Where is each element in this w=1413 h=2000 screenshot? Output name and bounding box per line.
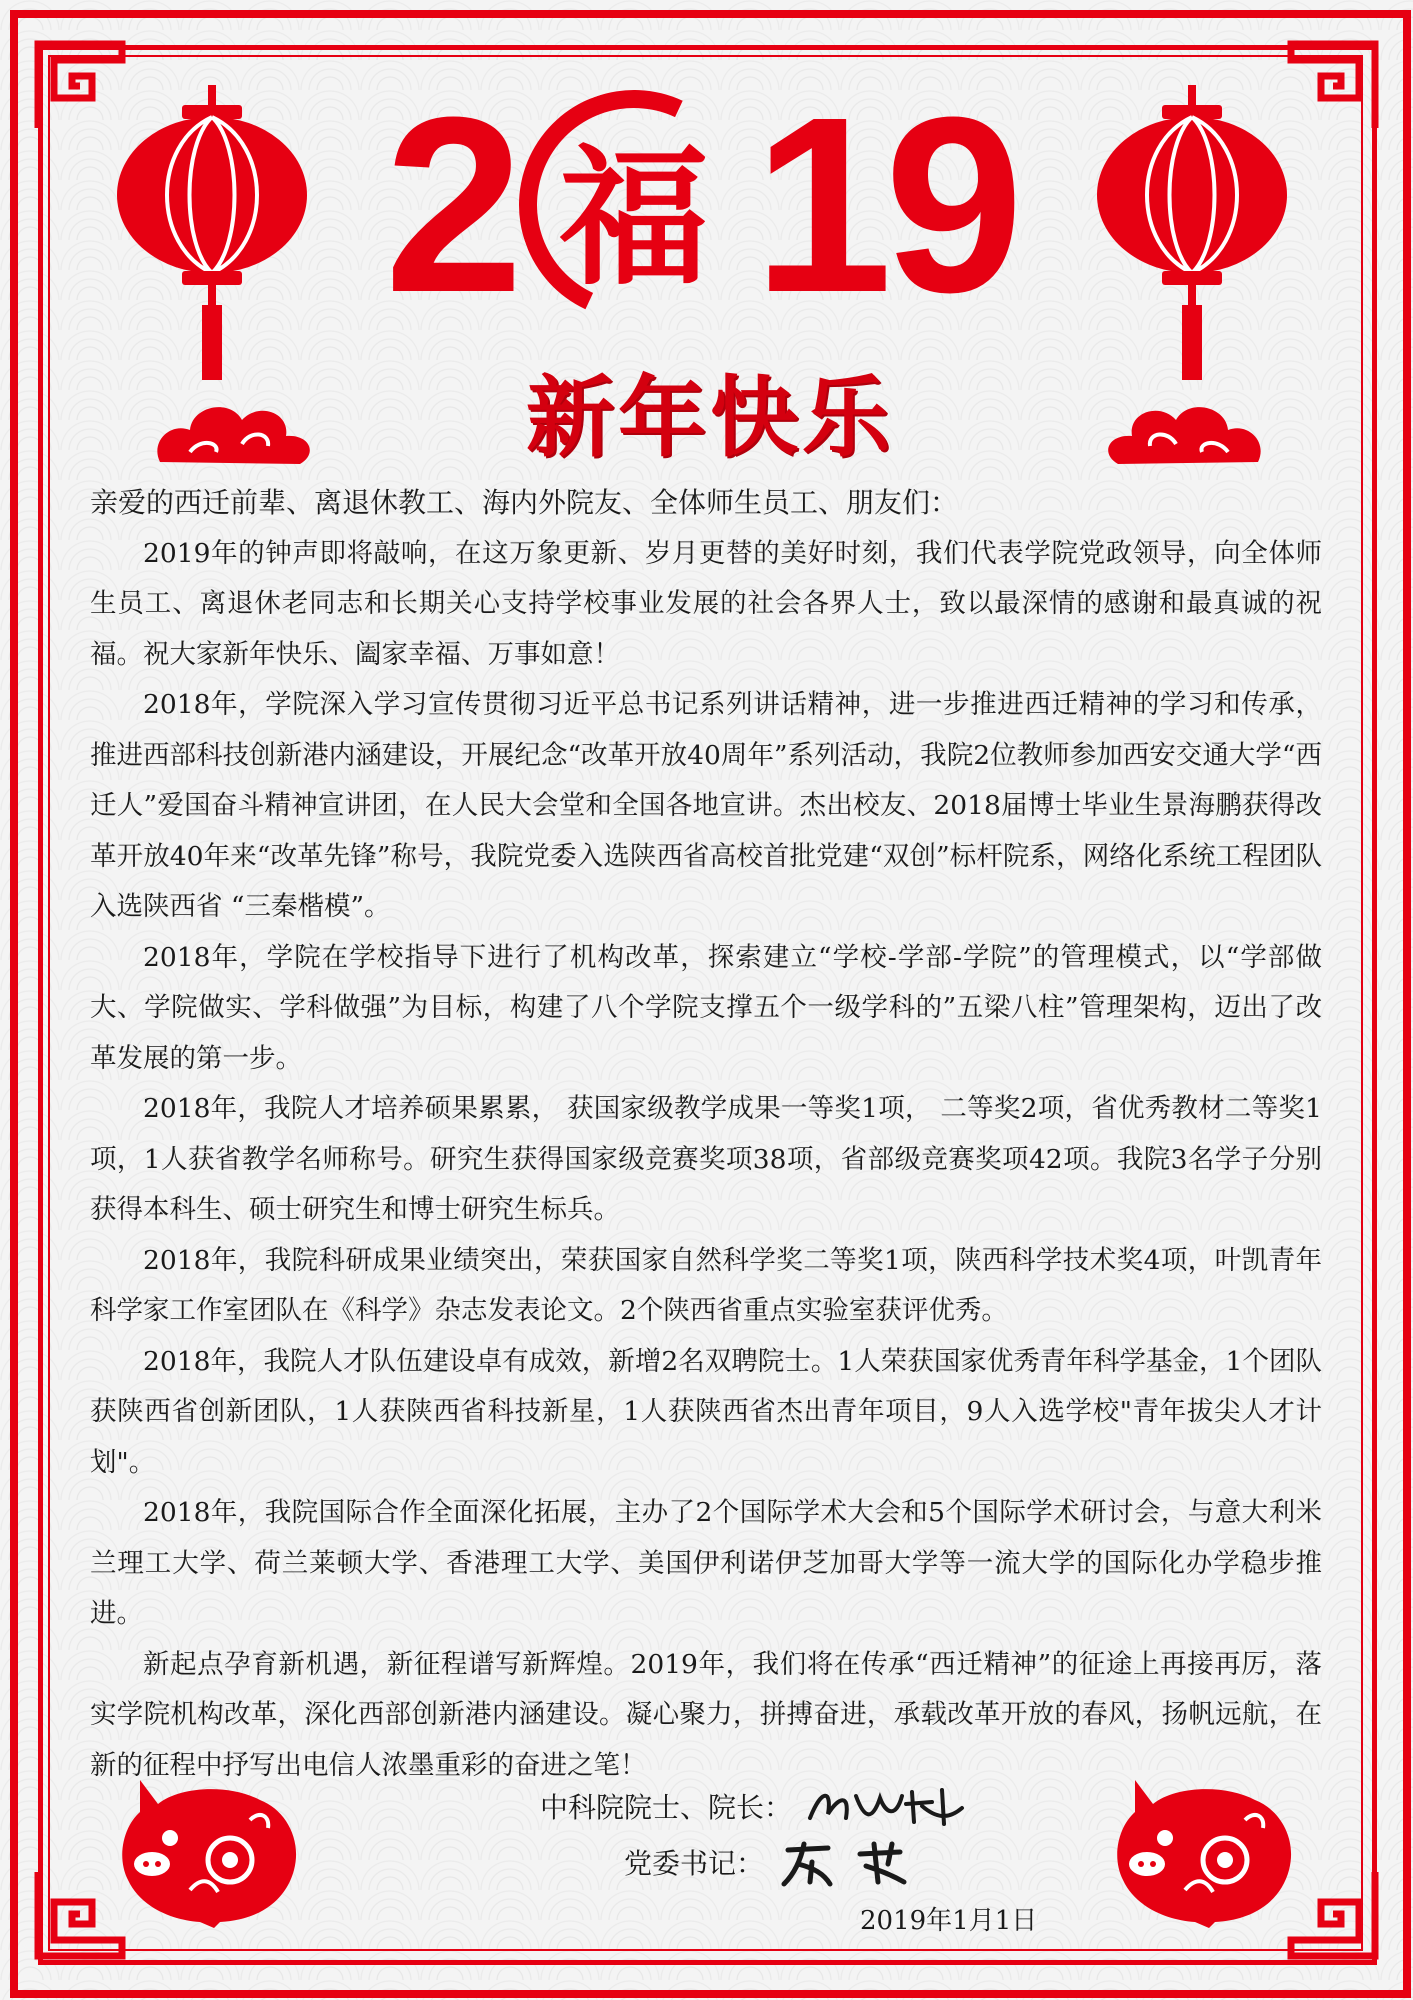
signature-block: [540, 1778, 1060, 1890]
red-lantern-icon: [112, 85, 312, 385]
president-label: 中科院院士、院长：: [540, 1791, 793, 1824]
president-handwritten-signature: [802, 1778, 982, 1834]
fret-corner-icon: [1285, 38, 1381, 134]
letter-paragraph: 2018年，学院深入学习宣传贯彻习近平总书记系列讲话精神，进一步推进西迁精神的学习和传承，推进西部科技创新港内涵建设，开展纪念“改革开放40周年”系列活动，我院2位教师参加西安交通大学“西迁人”爱国奋斗精神宣讲团，在人民大会堂和全国各地宣讲。杰出校友、2018届博士毕业生景海鹏获得改革开放40年来“改革先锋”称号，我院党委入选陕西省高校首批党建“双创”标杆院系，网络化系统工程团队入选陕西省 “三秦楷模”。: [90, 689, 1322, 922]
letter-date: 2019年1月1日: [860, 1906, 1038, 1936]
letter-paragraph: 新起点孕育新机遇，新征程谱写新辉煌。2019年，我们将在传承“西迁精神”的征途上再接再厉，落实学院机构改革，深化西部创新港内涵建设。凝心聚力，拼搏奋进，承载改革开放的春风，扬帆远航，在新的征程中抒写出电信人浓墨重彩的奋进之笔！: [90, 1648, 1322, 1781]
fu-character: 福: [559, 132, 710, 307]
letter-paragraph: 2019年的钟声即将敲响，在这万象更新、岁月更替的美好时刻，我们代表学院党政领导，向全体师生员工、离退休老同志和长期关心支持学校事业发展的社会各界人士，致以最深情的感谢和最真诚的祝福。祝大家新年快乐、阖家幸福、万事如意！: [90, 537, 1322, 670]
year-digit-right: 19: [753, 65, 1016, 344]
president-signature-row: [540, 1778, 1060, 1834]
new-year-greeting: 新年快乐: [525, 366, 894, 469]
auspicious-cloud-icon: [150, 392, 320, 472]
secretary-signature-row: [540, 1834, 1060, 1890]
secretary-handwritten-signature: [774, 1834, 954, 1890]
papercut-pig-icon: [1105, 1760, 1305, 1930]
auspicious-cloud-icon: [1098, 392, 1268, 472]
red-lantern-icon: [1092, 85, 1292, 385]
letter-paragraph: 2018年，我院科研成果业绩突出，荣获国家自然科学奖二等奖1项，陕西科学技术奖4项，叶凯青年科学家工作室团队在《科学》杂志发表论文。2个陕西省重点实验室获评优秀。: [90, 1244, 1322, 1326]
papercut-pig-icon: [110, 1760, 310, 1930]
year-digit-left: 2: [384, 65, 516, 344]
letter-paragraph: 2018年，我院人才队伍建设卓有成效，新增2名双聘院士。1人荣获国家优秀青年科学基金，1个团队获陕西省创新团队，1人获陕西省科技新星，1人获陕西省杰出青年项目，9人入选学校"青年拔尖人才计划"。: [90, 1345, 1322, 1478]
letter-body: [90, 478, 1322, 1791]
letter-salutation: 亲爱的西迁前辈、离退休教工、海内外院友、全体师生员工、朋友们：: [90, 486, 959, 519]
letter-paragraph: 2018年，我院国际合作全面深化拓展，主办了2个国际学术大会和5个国际学术研讨会，与意大利米兰理工大学、荷兰莱顿大学、香港理工大学、美国伊利诺伊芝加哥大学等一流大学的国际化办学稳步推进。: [90, 1497, 1322, 1629]
letter-paragraph: 2018年，我院人才培养硕果累累， 获国家级教学成果一等奖1项， 二等奖2项，省优秀教材二等奖1项，1人获省教学名师称号。研究生获得国家级竞赛奖项38项，省部级竞赛奖项42项。我院3名学子分别获得本科生、硕士研究生和博士研究生标兵。: [90, 1093, 1322, 1225]
letter-paragraph: 2018年，学院在学校指导下进行了机构改革，探索建立“学校-学部-学院”的管理模式，以“学部做大、学院做实、学科做强”为目标，构建了八个学院支撑五个一级学科的”五梁八柱”管理架构，迈出了改革发展的第一步。: [90, 941, 1322, 1074]
fu-emblem: [487, 58, 782, 353]
year-2019-title: [340, 65, 1060, 344]
secretary-label: 党委书记：: [624, 1847, 765, 1880]
